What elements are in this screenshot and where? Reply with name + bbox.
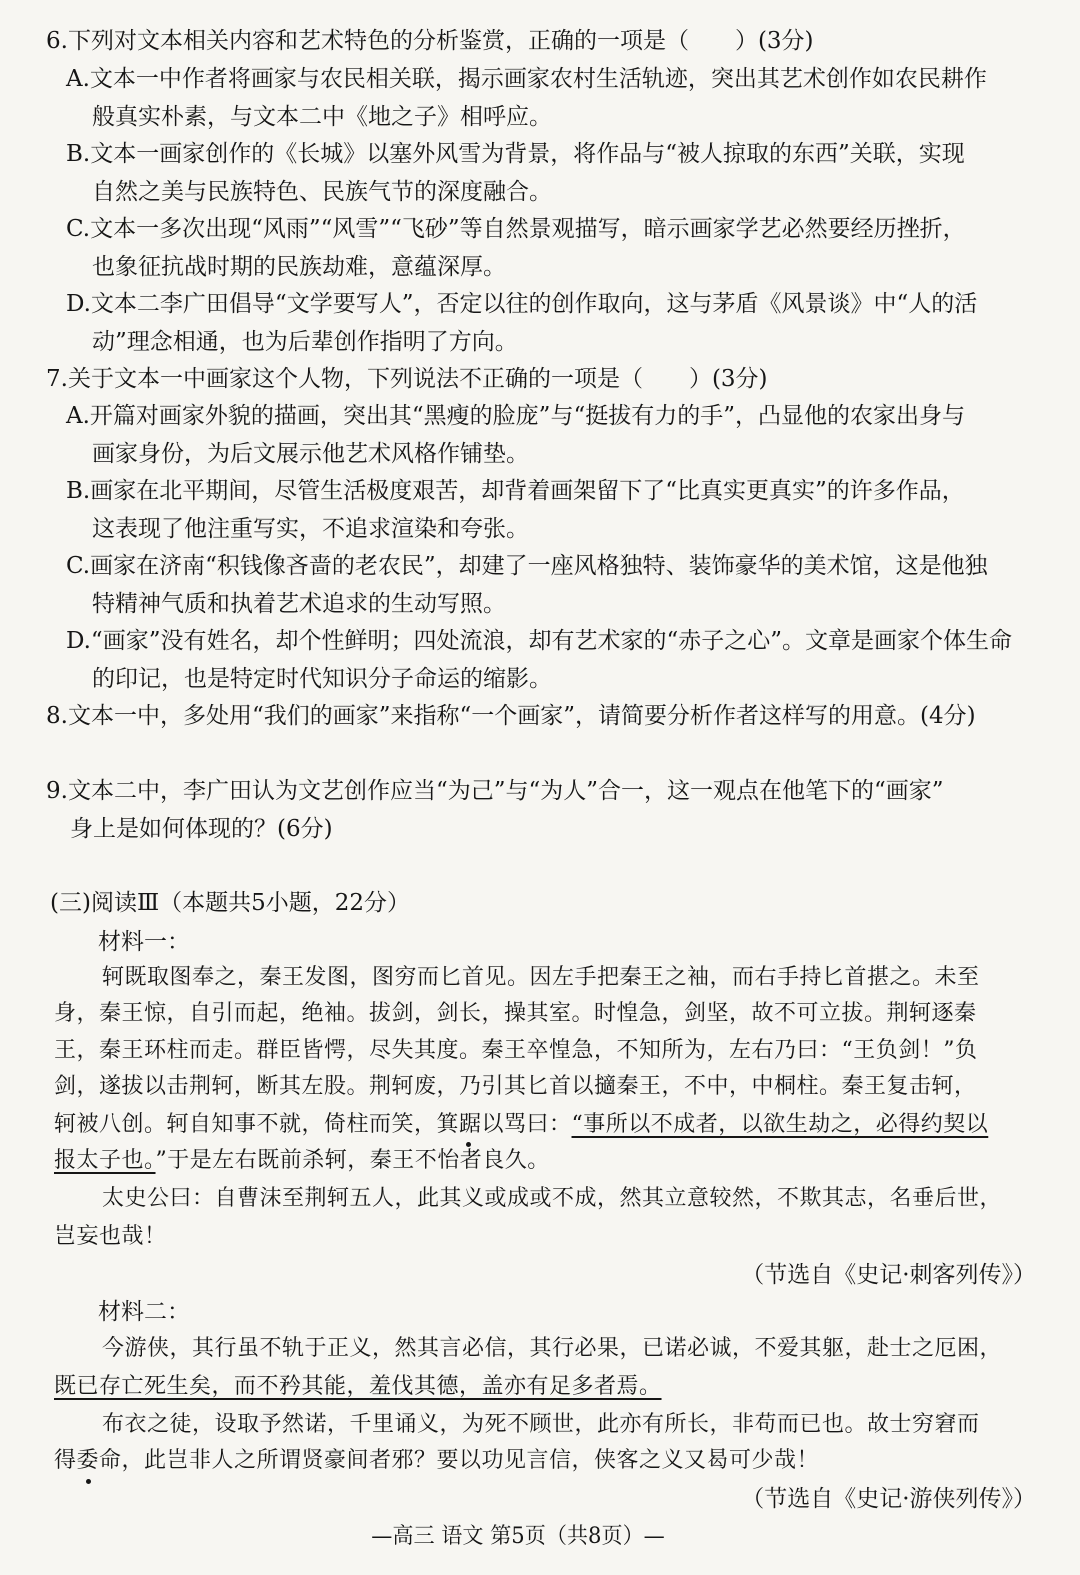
q6-option-d: D.文本二李广田倡导“文学要写人”，否定以往的创作取向，这与茅盾《风景谈》中“人的活 bbox=[66, 291, 978, 317]
q6-option-d-cont: 动”理念相通，也为后辈创作指明了方向。 bbox=[92, 329, 518, 355]
section-heading: (三)阅读Ⅲ（本题共5小题，22分） bbox=[50, 890, 411, 916]
question-9-stem: 9.文本二中，李广田认为文艺创作应当“为己”与“为人”合一，这一观点在他笔下的“画家” bbox=[46, 778, 944, 804]
underlined-sentence-2: 既已存亡死生矣，而不矜其能，羞伐其德，盖亦有足多者焉。 bbox=[54, 1374, 662, 1399]
material-2-label: 材料二： bbox=[98, 1299, 190, 1325]
material-1-source: （节选自《史记·刺客列传》） bbox=[741, 1262, 1036, 1288]
material-2-line-1: 今游侠，其行虽不轨于正义，然其言必信，其行必果，已诺必诚，不爱其躯，赴士之厄困， bbox=[102, 1336, 1003, 1361]
material-2-line-4: 得委命，此岂非人之所谓贤豪间者邪？要以功见言信，侠客之义又曷可少哉！ bbox=[54, 1448, 820, 1473]
q6-option-c-cont: 也象征抗战时期的民族劫难，意蕴深厚。 bbox=[92, 254, 506, 280]
material-1-line-7: 太史公曰：自曹沫至荆轲五人，此其义或成或不成，然其立意较然，不欺其志，名垂后世， bbox=[102, 1186, 1003, 1211]
q7-option-d: D.“画家”没有姓名，却个性鲜明；四处流浪，却有艺术家的“赤子之心”。文章是画家个体生命 bbox=[66, 628, 1012, 654]
underlined-sentence-1-cont: 报太子也。 bbox=[54, 1148, 156, 1173]
q6-option-b: B.文本一画家创作的《长城》以塞外风雪为背景，将作品与“被人掠取的东西”关联，实现 bbox=[66, 141, 965, 167]
q7-option-c: C.画家在济南“积钱像吝啬的老农民”，却建了一座风格独特、装饰豪华的美术馆，这是他独 bbox=[66, 553, 988, 579]
question-7-stem: 7.关于文本一中画家这个人物，下列说法不正确的一项是（ ）(3分) bbox=[46, 366, 768, 392]
material-1-line-6 bbox=[54, 1146, 550, 1176]
emphasis-dot bbox=[86, 1479, 91, 1484]
material-1-line-4: 剑，遂拔以击荆轲，断其左股。荆轲废，乃引其匕首以擿秦王，不中，中桐柱。秦王复击轲， bbox=[54, 1074, 977, 1099]
question-9-stem-cont: 身上是如何体现的？(6分) bbox=[70, 816, 333, 842]
material-1-line-1: 轲既取图奉之，秦王发图，图穷而匕首见。因左手把秦王之袖，而右手持匕首揕之。未至 bbox=[102, 965, 980, 990]
material-1-line-2: 身，秦王惊，自引而起，绝袖。拔剑，剑长，操其室。时惶急，剑坚，故不可立拔。荆轲逐秦 bbox=[54, 1001, 977, 1026]
page-footer: —高三 语文 第5页（共8页）— bbox=[371, 1524, 665, 1549]
q6-option-a-cont: 般真实朴素，与文本二中《地之子》相呼应。 bbox=[92, 104, 552, 130]
material-1-line-3: 王，秦王环柱而走。群臣皆愕，尽失其度。秦王卒惶急，不知所为，左右乃曰：“王负剑！”负 bbox=[54, 1038, 978, 1063]
material-2-line-3: 布衣之徒，设取予然诺，千里诵义，为死不顾世，此亦有所长，非苟而已也。故士穷窘而 bbox=[102, 1412, 980, 1437]
material-1-line-6-text: ”于是左右既前杀轲，秦王不怡者良久。 bbox=[155, 1148, 550, 1173]
material-1-line-5 bbox=[54, 1110, 988, 1140]
q7-option-b: B.画家在北平期间，尽管生活极度艰苦，却背着画架留下了“比真实更真实”的许多作品， bbox=[66, 478, 965, 504]
material-1-line-8: 岂妄也哉！ bbox=[54, 1224, 167, 1249]
q7-option-c-cont: 特精神气质和执着艺术追求的生动写照。 bbox=[92, 591, 506, 617]
q7-option-a: A.开篇对画家外貌的描画，突出其“黑瘦的脸庞”与“挺拔有力的手”，凸显他的农家出身与 bbox=[66, 403, 965, 429]
q6-option-a: A.文本一中作者将画家与农民相关联，揭示画家农村生活轨迹，突出其艺术创作如农民耕作 bbox=[66, 66, 987, 92]
question-6-stem: 6.下列对文本相关内容和艺术特色的分析鉴赏，正确的一项是（ ）(3分) bbox=[46, 28, 814, 54]
q7-option-b-cont: 这表现了他注重写实，不追求渲染和夸张。 bbox=[92, 516, 529, 542]
q6-option-c: C.文本一多次出现“风雨”“风雪”“飞砂”等自然景观描写，暗示画家学艺必然要经历挫折， bbox=[66, 216, 966, 242]
material-2-source: （节选自《史记·游侠列传》） bbox=[741, 1486, 1036, 1512]
material-1-line-5-text: 轲被八创。轲自知事不就，倚柱而笑，箕踞以骂曰： bbox=[54, 1112, 572, 1137]
q6-option-b-cont: 自然之美与民族特色、民族气节的深度融合。 bbox=[92, 179, 552, 205]
q7-option-a-cont: 画家身份，为后文展示他艺术风格作铺垫。 bbox=[92, 441, 529, 467]
q7-option-d-cont: 的印记，也是特定时代知识分子命运的缩影。 bbox=[92, 666, 552, 692]
underlined-sentence-1: “事所以不成者，以欲生劫之，必得约契以 bbox=[571, 1112, 989, 1137]
material-1-label: 材料一： bbox=[98, 929, 190, 955]
question-8-stem: 8.文本一中，多处用“我们的画家”来指称“一个画家”，请简要分析作者这样写的用意。(4分) bbox=[46, 703, 976, 729]
